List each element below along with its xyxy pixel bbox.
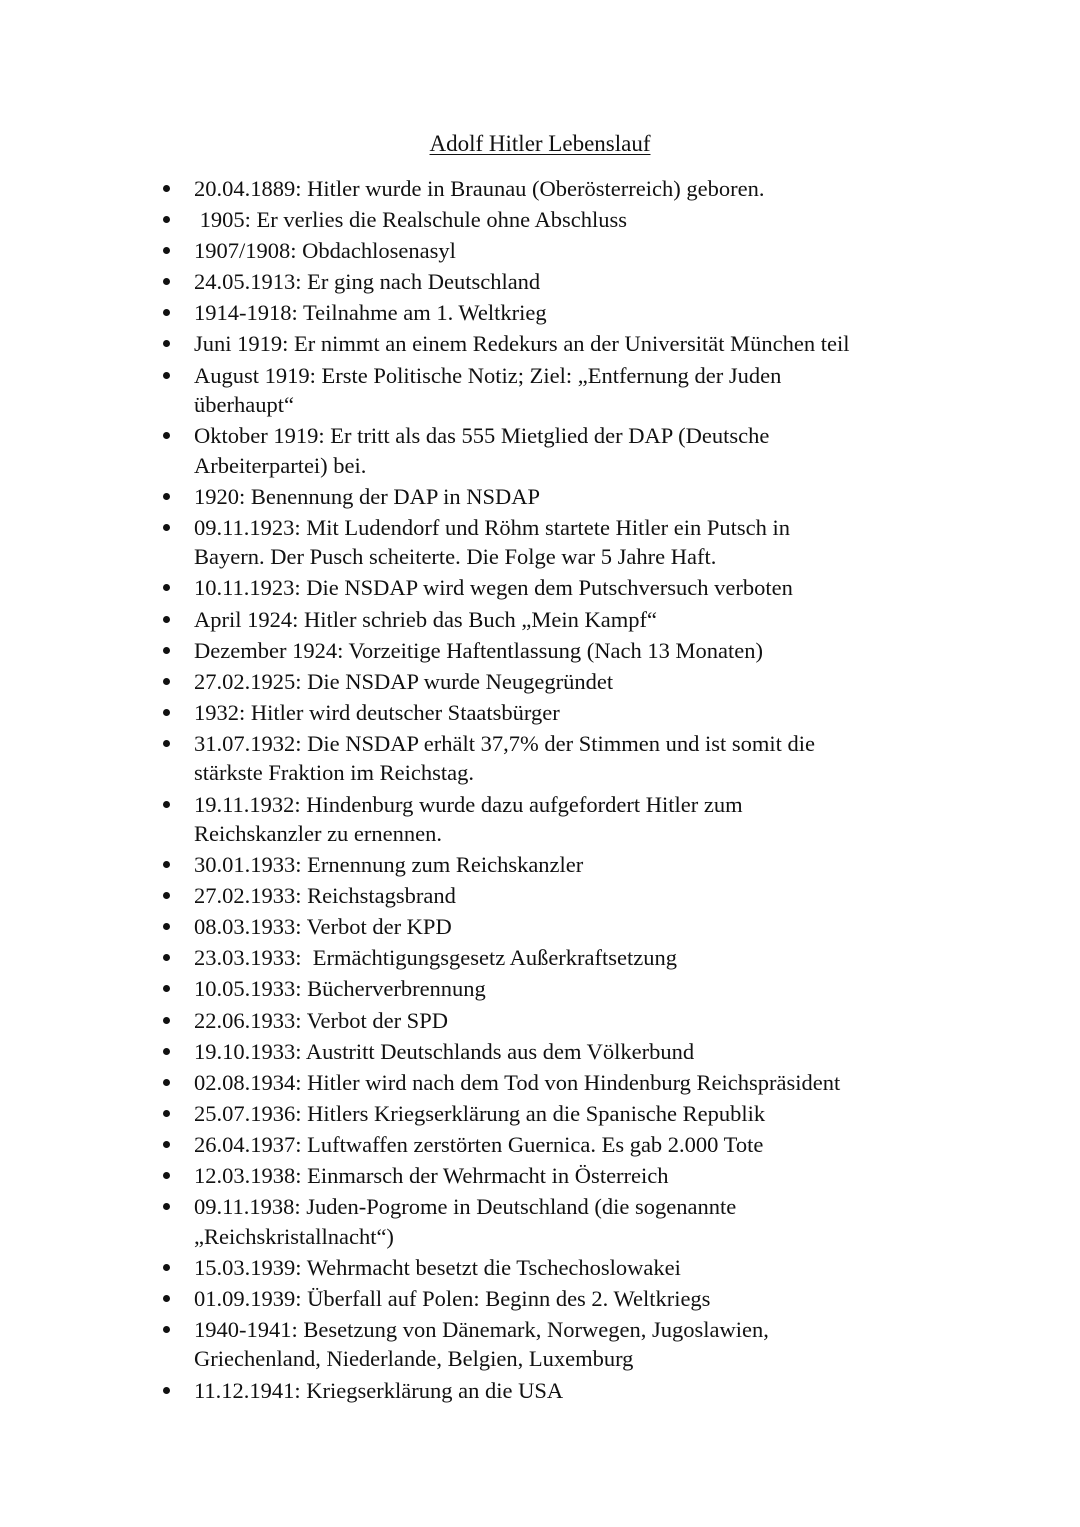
page-title: Adolf Hitler Lebenslauf	[429, 131, 651, 156]
bullet-icon	[163, 861, 170, 868]
bullet-icon	[163, 584, 170, 591]
list-item-text: 1940-1941: Besetzung von Dänemark, Norwegen, Jugoslawien, Griechenland, Niederlande, Belgien, Luxemburg	[194, 1316, 769, 1372]
bullet-icon	[163, 1326, 170, 1333]
list-item-text: 26.04.1937: Luftwaffen zerstörten Guernica. Es gab 2.000 Tote	[194, 1131, 764, 1157]
list-item-text: 10.05.1933: Bücherverbrennung	[194, 976, 486, 1002]
list-item-text: 25.07.1936: Hitlers Kriegserklärung an die Spanische Republik	[194, 1100, 766, 1126]
list-item	[160, 1284, 950, 1314]
list-item	[160, 790, 950, 849]
list-item	[160, 513, 950, 572]
list-item-text: 09.11.1923: Mit Ludendorf und Röhm startete Hitler ein Putsch in Bayern. Der Pusch scheiterte. Die Folge war 5 Jahre Haft.	[194, 514, 790, 570]
list-item-text: 1932: Hitler wird deutscher Staatsbürger	[194, 699, 560, 725]
list-item-text: 10.11.1923: Die NSDAP wird wegen dem Putschversuch verboten	[194, 575, 793, 601]
bullet-icon	[163, 1295, 170, 1302]
list-item	[160, 361, 950, 420]
list-item-text: 31.07.1932: Die NSDAP erhält 37,7% der Stimmen und ist somit die stärkste Fraktion im Reichstag.	[194, 730, 816, 786]
list-item-text: 30.01.1933: Ernennung zum Reichskanzler	[194, 852, 584, 878]
list-item	[160, 236, 950, 266]
list-item-text: 11.12.1941: Kriegserklärung an die USA	[194, 1377, 564, 1403]
bullet-icon	[163, 985, 170, 992]
list-item	[160, 1099, 950, 1129]
bullet-icon	[163, 372, 170, 379]
list-item-text: 12.03.1938: Einmarsch der Wehrmacht in Österreich	[194, 1163, 669, 1189]
bullet-icon	[163, 1079, 170, 1086]
list-item	[160, 421, 950, 480]
list-item-text: 15.03.1939: Wehrmacht besetzt die Tschechoslowakei	[194, 1254, 681, 1280]
list-item	[160, 1068, 950, 1098]
list-item	[160, 698, 950, 728]
list-item-text: 24.05.1913: Er ging nach Deutschland	[194, 269, 541, 295]
list-item	[160, 729, 950, 788]
list-item-text: 23.03.1933: Ermächtigungsgesetz Außerkraftsetzung	[194, 945, 678, 971]
list-item-text: 1920: Benennung der DAP in NSDAP	[194, 483, 541, 509]
list-item-text: 1914-1918: Teilnahme am 1. Weltkrieg	[194, 300, 547, 326]
list-item-text: 19.11.1932: Hindenburg wurde dazu aufgefordert Hitler zum Reichskanzler zu ernennen.	[194, 791, 743, 846]
list-item-text: 27.02.1925: Die NSDAP wurde Neugegründet	[194, 668, 614, 694]
list-item	[160, 205, 950, 235]
list-item	[160, 298, 950, 328]
bullet-icon	[163, 432, 170, 439]
bullet-icon	[163, 801, 170, 808]
bullet-icon	[163, 647, 170, 654]
list-item	[160, 1037, 950, 1067]
list-item	[160, 482, 950, 512]
list-item	[160, 573, 950, 603]
list-item-text: 09.11.1938: Juden-Pogrome in Deutschland (die sogenannte „Reichskristallnacht“)	[194, 1194, 737, 1249]
bullet-icon	[163, 1203, 170, 1210]
list-item-text: Juni 1919: Er nimmt an einem Redekurs an der Universität München teil	[194, 331, 850, 357]
timeline-list	[160, 174, 950, 1407]
bullet-icon	[163, 1141, 170, 1148]
list-item-text: 22.06.1933: Verbot der SPD	[194, 1007, 448, 1033]
bullet-icon	[163, 278, 170, 285]
bullet-icon	[163, 216, 170, 223]
list-item	[160, 174, 950, 204]
bullet-icon	[163, 954, 170, 961]
bullet-icon	[163, 1387, 170, 1394]
list-item-text: 02.08.1934: Hitler wird nach dem Tod von Hindenburg Reichspräsident	[194, 1069, 841, 1095]
bullet-icon	[163, 524, 170, 531]
list-item-text: 01.09.1939: Überfall auf Polen: Beginn des 2. Weltkriegs	[194, 1285, 711, 1311]
bullet-icon	[163, 678, 170, 685]
list-item-text: 19.10.1933: Austritt Deutschlands aus dem Völkerbund	[194, 1038, 695, 1064]
bullet-icon	[163, 709, 170, 716]
list-item	[160, 636, 950, 666]
list-item-text: 08.03.1933: Verbot der KPD	[194, 914, 452, 940]
list-item	[160, 1192, 950, 1251]
bullet-icon	[163, 185, 170, 192]
bullet-icon	[163, 1264, 170, 1271]
list-item	[160, 1161, 950, 1191]
list-item	[160, 1315, 950, 1374]
list-item-text: April 1924: Hitler schrieb das Buch „Mein Kampf“	[194, 606, 658, 632]
list-item	[160, 267, 950, 297]
list-item	[160, 329, 950, 359]
bullet-icon	[163, 1110, 170, 1117]
list-item-text: 20.04.1889: Hitler wurde in Braunau (Oberösterreich) geboren.	[194, 176, 765, 201]
list-item	[160, 667, 950, 697]
bullet-icon	[163, 892, 170, 899]
list-item	[160, 850, 950, 880]
bullet-icon	[163, 616, 170, 623]
bullet-icon	[163, 1172, 170, 1179]
list-item	[160, 912, 950, 942]
bullet-icon	[163, 1048, 170, 1055]
list-item-text: Oktober 1919: Er tritt als das 555 Mietglied der DAP (Deutsche Arbeiterpartei) bei.	[194, 423, 770, 478]
list-item-text: 1905: Er verlies die Realschule ohne Abschluss	[194, 207, 628, 233]
list-item-text: August 1919: Erste Politische Notiz; Ziel: „Entfernung der Juden überhaupt“	[194, 362, 782, 418]
bullet-icon	[163, 493, 170, 500]
list-item	[160, 605, 950, 635]
bullet-icon	[163, 740, 170, 747]
bullet-icon	[163, 309, 170, 316]
bullet-icon	[163, 340, 170, 347]
list-item	[160, 1006, 950, 1036]
list-item	[160, 974, 950, 1004]
list-item-text: 27.02.1933: Reichstagsbrand	[194, 883, 456, 909]
list-item	[160, 1130, 950, 1160]
list-item	[160, 881, 950, 911]
list-item-text: Dezember 1924: Vorzeitige Haftentlassung (Nach 13 Monaten)	[194, 637, 763, 663]
list-item	[160, 943, 950, 973]
list-item-text: 1907/1908: Obdachlosenasyl	[194, 238, 456, 264]
list-item	[160, 1376, 950, 1406]
bullet-icon	[163, 247, 170, 254]
list-item	[160, 1253, 950, 1283]
bullet-icon	[163, 1017, 170, 1024]
bullet-icon	[163, 923, 170, 930]
